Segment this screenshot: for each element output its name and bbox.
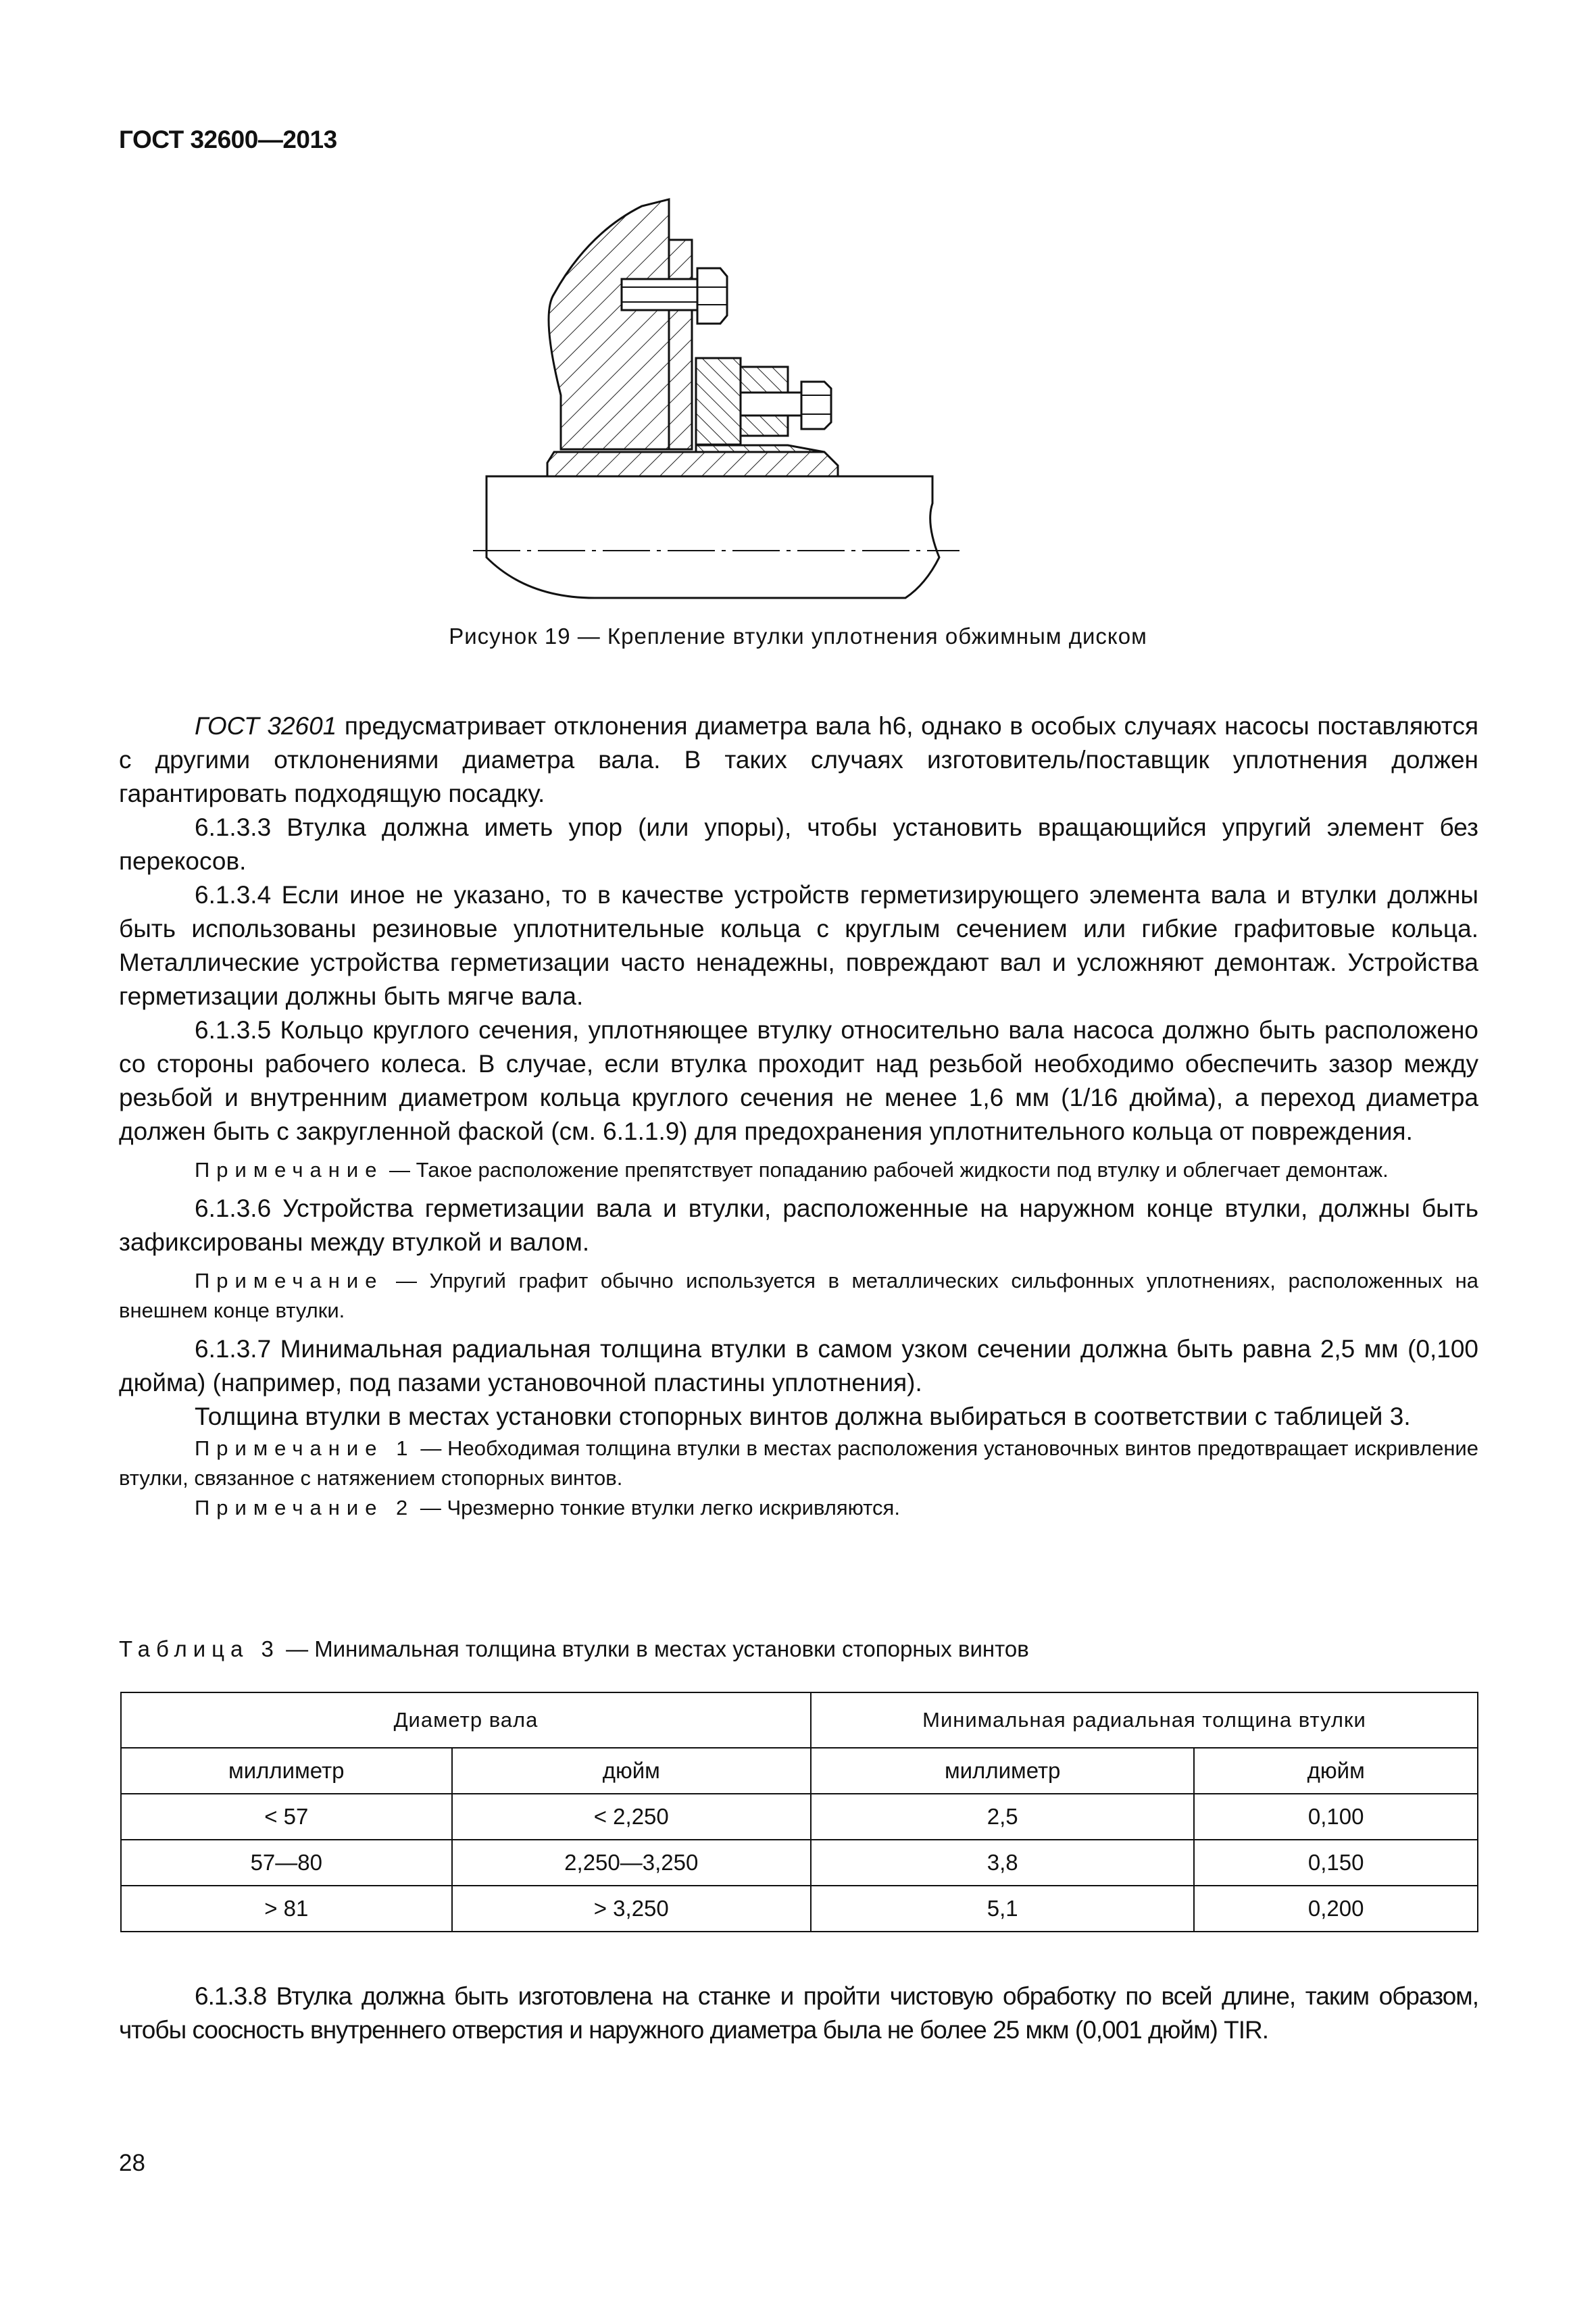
gland-plate bbox=[669, 240, 692, 449]
table-row bbox=[121, 1840, 1478, 1886]
table-cell: 0,200 bbox=[1194, 1886, 1478, 1932]
table-cell: 2,5 bbox=[811, 1794, 1194, 1840]
gost-reference: ГОСТ 32601 bbox=[195, 712, 337, 740]
compression-disc bbox=[696, 358, 741, 445]
table-cell: < 2,250 bbox=[452, 1794, 811, 1840]
table-cell: > 3,250 bbox=[452, 1886, 811, 1932]
table-cell: 0,100 bbox=[1194, 1794, 1478, 1840]
paragraph-6-1-3-6: 6.1.3.6 Устройства герметизации вала и втулки, расположенные на наружном конце втулки, должны быть зафиксированы между втулкой и валом. bbox=[119, 1194, 1478, 1256]
table-label: Таблица 3 bbox=[119, 1636, 280, 1661]
note: Примечание 2 — Чрезмерно тонкие втулки легко искривляются. bbox=[195, 1496, 900, 1519]
table-header-cell: дюйм bbox=[1194, 1748, 1478, 1794]
note: Примечание — Упругий графит обычно используется в металлических сильфонных уплотнениях, расположенных на внешнем конце втулки. bbox=[119, 1269, 1478, 1322]
table-cell: 0,150 bbox=[1194, 1840, 1478, 1886]
table-cell: 3,8 bbox=[811, 1840, 1194, 1886]
page-number: 28 bbox=[119, 2150, 145, 2176]
note-label: Примечание 2 bbox=[195, 1496, 415, 1519]
paragraph-6-1-3-7: 6.1.3.7 Минимальная радиальная толщина втулки в самом узком сечении должна быть равна 2,5 мм (0,100 дюйма) (например, под пазами установочной пластины уплотнения). bbox=[119, 1335, 1478, 1397]
table-header-cell: миллиметр bbox=[811, 1748, 1194, 1794]
note: Примечание 1 — Необходимая толщина втулки в местах расположения установочных винтов предотвращает искривление втулки, связанное с натяжением стопорных винтов. bbox=[119, 1436, 1478, 1490]
table-cell: > 81 bbox=[121, 1886, 452, 1932]
paragraph-6-1-3-5: 6.1.3.5 Кольцо круглого сечения, уплотняющее втулку относительно вала насоса должно быть расположено со стороны рабочего колеса. В случае, если втулка проходит над резьбой необходимо обеспечить зазор между резьбой и внутренним диаметром кольца круглого сечения не менее 1,6 мм (1/16 дюйма), а переход диаметра должен быть с закругленной фаской (см. 6.1.1.9) для предохранения уплотнительного кольца от повреждения. bbox=[119, 1016, 1478, 1145]
note-label: Примечание bbox=[195, 1158, 384, 1182]
paragraph: ГОСТ 32601 предусматривает отклонения диаметра вала h6, однако в особых случаях насосы поставляются с другими отклонениями диаметра вала. В таких случаях изготовитель/поставщик уплотнения должен гарантировать подходящую посадку. bbox=[119, 712, 1478, 807]
note-label: Примечание 1 bbox=[195, 1436, 415, 1460]
paragraph-6-1-3-3: 6.1.3.3 Втулка должна иметь упор (или упоры), чтобы установить вращающийся упругий элемент без перекосов. bbox=[119, 813, 1478, 875]
sleeve bbox=[547, 452, 838, 476]
note-label: Примечание bbox=[195, 1269, 384, 1292]
bolt-shank bbox=[622, 279, 697, 310]
table-cell: 5,1 bbox=[811, 1886, 1194, 1932]
figure-19-drawing bbox=[459, 193, 973, 611]
table-subheader-row bbox=[121, 1748, 1478, 1794]
figure-caption: Рисунок 19 — Крепление втулки уплотнения обжимным диском bbox=[449, 624, 1147, 649]
table-header-cell: дюйм bbox=[452, 1748, 811, 1794]
table-cell: < 57 bbox=[121, 1794, 452, 1840]
lower-bolt-head bbox=[801, 382, 831, 429]
paragraph-6-1-3-8: 6.1.3.8 Втулка должна быть изготовлена на станке и пройти чистовую обработку по всей длине, таким образом, чтобы соосность внутреннего отверстия и наружного диаметра была не более 25 мкм (0,001 дюйм) TIR. bbox=[119, 1982, 1478, 2044]
table-row bbox=[121, 1794, 1478, 1840]
table-group-header: Диаметр вала bbox=[121, 1692, 811, 1748]
paragraph: Толщина втулки в местах установки стопорных винтов должна выбираться в соответствии с таблицей 3. bbox=[195, 1403, 1411, 1430]
table-group-header: Минимальная радиальная толщина втулки bbox=[811, 1692, 1478, 1748]
bolt-head bbox=[697, 268, 727, 324]
paragraph-6-1-3-4: 6.1.3.4 Если иное не указано, то в качестве устройств герметизирующего элемента вала и втулки должны быть использованы резиновые уплотнительные кольца с круглым сечением или гибкие графитовые кольца. Металлические устройства герметизации часто ненадежны, повреждают вал и усложняют демонтаж. Устройства герметизации должны быть мягче вала. bbox=[119, 881, 1478, 1010]
table-cell: 2,250—3,250 bbox=[452, 1840, 811, 1886]
table-row bbox=[121, 1886, 1478, 1932]
body-text-continued bbox=[119, 1980, 1478, 2047]
body-text bbox=[119, 709, 1478, 1530]
table-3 bbox=[120, 1692, 1478, 1932]
table-cell: 57—80 bbox=[121, 1840, 452, 1886]
note: Примечание — Такое расположение препятствует попаданию рабочей жидкости под втулку и облегчает демонтаж. bbox=[195, 1158, 1389, 1182]
housing-body bbox=[549, 199, 669, 449]
table-header-row bbox=[121, 1692, 1478, 1748]
document-header: ГОСТ 32600—2013 bbox=[119, 126, 337, 153]
lower-bolt-shank bbox=[741, 393, 801, 416]
table-header-cell: миллиметр bbox=[121, 1748, 452, 1794]
disc-wedge bbox=[696, 445, 824, 452]
shaft-outline bbox=[487, 476, 939, 598]
table-title: Таблица 3 — Минимальная толщина втулки в местах установки стопорных винтов bbox=[119, 1636, 1029, 1661]
